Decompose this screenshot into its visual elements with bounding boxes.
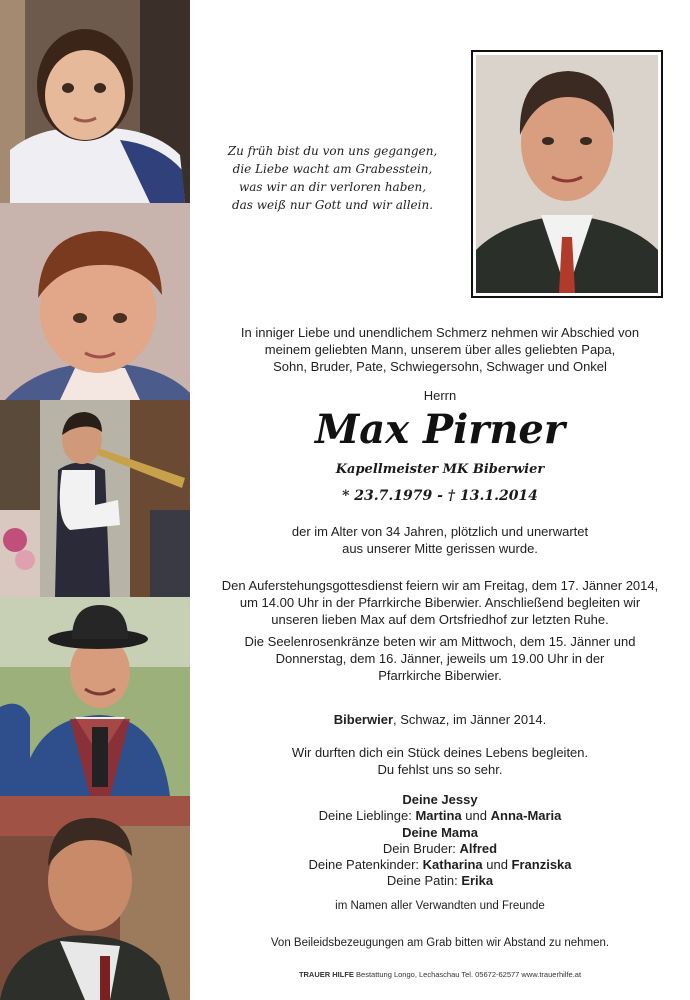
funeral-line: unseren lieben Max auf dem Ortsfriedhof zur letzten Ruhe. <box>271 612 609 627</box>
intro-text <box>200 324 680 375</box>
death-date: † 13.1.2014 <box>447 488 538 504</box>
age-line: aus unserer Mitte gerissen wurde. <box>342 541 538 556</box>
farewell-line: Wir durften dich ein Stück deines Lebens begleiten. <box>291 745 589 760</box>
rosary-text <box>200 633 680 684</box>
birth-date: * 23.7.1979 <box>342 488 433 504</box>
photo-toddler <box>0 0 190 203</box>
conjunction: und <box>482 857 512 873</box>
salutation: Herrn <box>423 388 457 403</box>
family-children <box>200 808 680 824</box>
place-rest: , Schwaz, im Jänner 2014. <box>393 712 547 727</box>
funeral-line: um 14.00 Uhr in der Pfarrkirche Biberwier. Anschließend begleiten wir <box>239 595 641 610</box>
place-town: Biberwier <box>333 712 394 727</box>
deceased-title: Kapellmeister MK Biberwier <box>335 462 545 477</box>
age-line: der im Alter von 34 Jahren, plötzlich und unerwartet <box>291 524 589 539</box>
conjunction: und <box>461 808 491 824</box>
family-brother <box>200 841 680 857</box>
relatives-text: im Namen aller Verwandten und Freunde <box>335 900 545 912</box>
poem-line: was wir an dir verloren haben, <box>238 180 427 194</box>
photo-profile <box>0 796 190 1000</box>
godchildren-label: Deine Patenkinder: <box>308 857 423 873</box>
mother-name: Deine Mama <box>402 824 478 840</box>
poem <box>205 142 460 214</box>
life-dates <box>200 486 680 506</box>
children-label: Deine Lieblinge: <box>318 808 416 824</box>
condolence-request: Von Beileidsbezeugungen am Grab bitten wir Abstand zu nehmen. <box>270 937 610 949</box>
photo-hat <box>0 597 190 796</box>
family-godchildren <box>200 857 680 873</box>
godmother-name: Erika <box>461 873 494 889</box>
date-separator: - <box>432 488 448 504</box>
farewell-text <box>200 744 680 778</box>
deceased-name: Max Pirner <box>315 406 565 453</box>
family-godmother <box>200 873 680 889</box>
farewell-line: Du fehlst uns so sehr. <box>377 762 503 777</box>
rosary-line: Donnerstag, dem 16. Jänner, jeweils um 19.00 Uhr in der <box>275 651 605 666</box>
poem-line: die Liebe wacht am Grabesstein, <box>232 162 433 176</box>
family-wife <box>200 792 680 808</box>
intro-line: In inniger Liebe und unendlichem Schmerz nehmen wir Abschied von <box>240 325 640 340</box>
godchild-name: Franziska <box>511 857 572 873</box>
rosary-line: Pfarrkirche Biberwier. <box>378 668 502 683</box>
godchild-name: Katharina <box>422 857 483 873</box>
footer-text: Bestattung Longo, Lechaschau Tel. 05672-62577 www.trauerhilfe.at <box>353 970 582 979</box>
rosary-line: Die Seelenrosenkränze beten wir am Mittwoch, dem 15. Jänner und <box>244 634 636 649</box>
child-name: Anna-Maria <box>490 808 562 824</box>
wife-name: Deine Jessy <box>402 792 478 807</box>
brother-label: Dein Bruder: <box>382 840 460 856</box>
footer <box>200 970 680 980</box>
family-list <box>200 792 680 890</box>
poem-line: das weiß nur Gott und wir allein. <box>231 198 434 212</box>
footer-brand: TRAUER HILFE <box>298 970 354 979</box>
family-mother <box>200 825 680 841</box>
funeral-text <box>200 577 680 628</box>
photo-trumpeter <box>0 400 190 597</box>
portrait-photo <box>471 50 663 298</box>
godmother-label: Deine Patin: <box>386 873 462 889</box>
funeral-line: Den Auferstehungsgottesdienst feiern wir am Freitag, dem 17. Jänner 2014, <box>221 578 659 593</box>
place-date <box>200 711 680 728</box>
intro-line: meinem geliebten Mann, unserem über alles geliebten Papa, <box>264 342 616 357</box>
photo-boy <box>0 203 190 400</box>
poem-line: Zu früh bist du von uns gegangen, <box>227 144 438 158</box>
age-text <box>200 523 680 557</box>
brother-name: Alfred <box>459 840 498 856</box>
intro-line: Sohn, Bruder, Pate, Schwiegersohn, Schwager und Onkel <box>273 359 607 374</box>
child-name: Martina <box>415 808 462 824</box>
photo-strip <box>0 0 190 1000</box>
